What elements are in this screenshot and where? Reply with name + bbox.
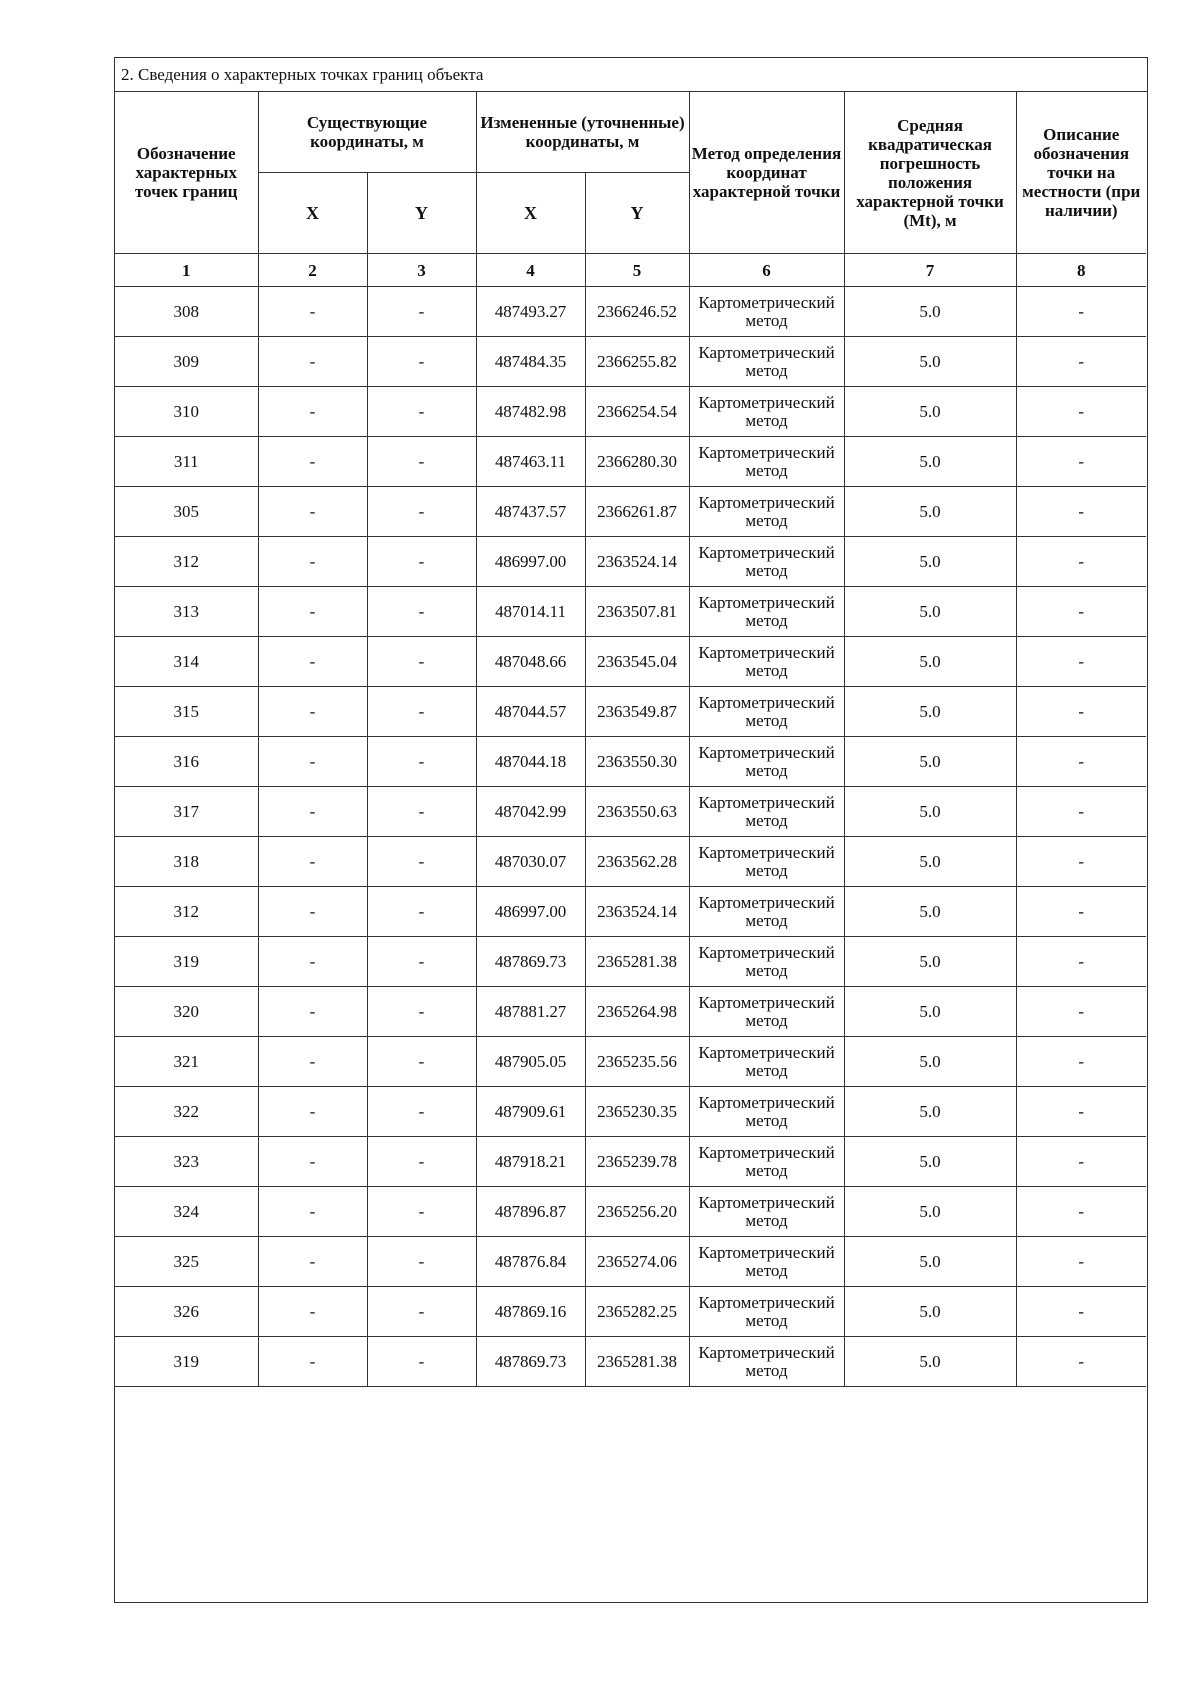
document-frame — [114, 57, 1148, 1603]
column-number: 8 — [1016, 254, 1146, 287]
existing-y-cell: - — [367, 887, 476, 937]
changed-y-cell: 2366246.52 — [585, 287, 689, 337]
description-cell: - — [1016, 1037, 1146, 1087]
existing-y-cell: - — [367, 587, 476, 637]
changed-y-cell: 2363549.87 — [585, 687, 689, 737]
column-number: 6 — [689, 254, 844, 287]
method-cell: Картометрический метод — [689, 937, 844, 987]
error-cell: 5.0 — [844, 1187, 1016, 1237]
error-cell: 5.0 — [844, 787, 1016, 837]
method-cell: Картометрический метод — [689, 737, 844, 787]
column-number: 7 — [844, 254, 1016, 287]
point-id-cell: 315 — [115, 687, 258, 737]
changed-y-cell: 2365264.98 — [585, 987, 689, 1037]
error-cell: 5.0 — [844, 937, 1016, 987]
table-row — [115, 1237, 1146, 1287]
description-cell: - — [1016, 1137, 1146, 1187]
changed-x-cell: 486997.00 — [476, 887, 585, 937]
point-id-cell: 309 — [115, 337, 258, 387]
point-id-cell: 312 — [115, 887, 258, 937]
table-row — [115, 887, 1146, 937]
changed-y-cell: 2365230.35 — [585, 1087, 689, 1137]
changed-x-cell: 487044.18 — [476, 737, 585, 787]
changed-x-cell: 487918.21 — [476, 1137, 585, 1187]
changed-y-cell: 2363545.04 — [585, 637, 689, 687]
changed-y-cell: 2365282.25 — [585, 1287, 689, 1337]
error-cell: 5.0 — [844, 1037, 1016, 1087]
description-cell: - — [1016, 1187, 1146, 1237]
point-id-cell: 321 — [115, 1037, 258, 1087]
method-cell: Картометрический метод — [689, 837, 844, 887]
changed-x-cell: 487869.73 — [476, 937, 585, 987]
point-id-cell: 322 — [115, 1087, 258, 1137]
header-existing-y: Y — [367, 173, 476, 254]
table-row — [115, 1137, 1146, 1187]
method-cell: Картометрический метод — [689, 1037, 844, 1087]
existing-x-cell: - — [258, 787, 367, 837]
header-changed-y: Y — [585, 173, 689, 254]
existing-y-cell: - — [367, 387, 476, 437]
table-row — [115, 1187, 1146, 1237]
existing-x-cell: - — [258, 437, 367, 487]
existing-x-cell: - — [258, 537, 367, 587]
table-row — [115, 737, 1146, 787]
description-cell: - — [1016, 687, 1146, 737]
header-existing-coords: Существующие координаты, м — [258, 92, 476, 173]
table-row — [115, 687, 1146, 737]
existing-x-cell: - — [258, 987, 367, 1037]
existing-y-cell: - — [367, 287, 476, 337]
error-cell: 5.0 — [844, 537, 1016, 587]
error-cell: 5.0 — [844, 1137, 1016, 1187]
table-row — [115, 287, 1146, 337]
point-id-cell: 317 — [115, 787, 258, 837]
table-row — [115, 1087, 1146, 1137]
point-id-cell: 325 — [115, 1237, 258, 1287]
changed-x-cell: 487876.84 — [476, 1237, 585, 1287]
boundary-points-table — [115, 92, 1146, 1387]
error-cell: 5.0 — [844, 1237, 1016, 1287]
existing-x-cell: - — [258, 737, 367, 787]
table-row — [115, 1287, 1146, 1337]
point-id-cell: 305 — [115, 487, 258, 537]
existing-y-cell: - — [367, 937, 476, 987]
changed-y-cell: 2365235.56 — [585, 1037, 689, 1087]
header-description: Описание обозначения точки на местности (при наличии) — [1016, 92, 1146, 254]
description-cell: - — [1016, 487, 1146, 537]
table-row — [115, 1037, 1146, 1087]
table-row — [115, 987, 1146, 1037]
existing-x-cell: - — [258, 1137, 367, 1187]
point-id-cell: 324 — [115, 1187, 258, 1237]
description-cell: - — [1016, 387, 1146, 437]
column-number: 4 — [476, 254, 585, 287]
table-row — [115, 537, 1146, 587]
header-changed-coords: Измененные (уточненные) координаты, м — [476, 92, 689, 173]
description-cell: - — [1016, 287, 1146, 337]
existing-x-cell: - — [258, 1087, 367, 1137]
existing-y-cell: - — [367, 837, 476, 887]
changed-y-cell: 2363507.81 — [585, 587, 689, 637]
description-cell: - — [1016, 437, 1146, 487]
changed-y-cell: 2366254.54 — [585, 387, 689, 437]
point-id-cell: 323 — [115, 1137, 258, 1187]
existing-x-cell: - — [258, 687, 367, 737]
existing-x-cell: - — [258, 587, 367, 637]
description-cell: - — [1016, 987, 1146, 1037]
description-cell: - — [1016, 1337, 1146, 1387]
existing-x-cell: - — [258, 1287, 367, 1337]
method-cell: Картометрический метод — [689, 437, 844, 487]
changed-y-cell: 2363524.14 — [585, 887, 689, 937]
table-row — [115, 837, 1146, 887]
table-row — [115, 937, 1146, 987]
existing-x-cell: - — [258, 637, 367, 687]
changed-x-cell: 487493.27 — [476, 287, 585, 337]
table-row — [115, 437, 1146, 487]
error-cell: 5.0 — [844, 887, 1016, 937]
error-cell: 5.0 — [844, 987, 1016, 1037]
point-id-cell: 319 — [115, 1337, 258, 1387]
point-id-cell: 326 — [115, 1287, 258, 1337]
changed-y-cell: 2363562.28 — [585, 837, 689, 887]
method-cell: Картометрический метод — [689, 587, 844, 637]
existing-x-cell: - — [258, 837, 367, 887]
error-cell: 5.0 — [844, 337, 1016, 387]
section-title: 2. Сведения о характерных точках границ объекта — [115, 58, 1147, 92]
method-cell: Картометрический метод — [689, 1237, 844, 1287]
table-body — [115, 287, 1146, 1387]
method-cell: Картометрический метод — [689, 1187, 844, 1237]
changed-y-cell: 2366261.87 — [585, 487, 689, 537]
existing-x-cell: - — [258, 1337, 367, 1387]
method-cell: Картометрический метод — [689, 1287, 844, 1337]
column-number: 2 — [258, 254, 367, 287]
method-cell: Картометрический метод — [689, 337, 844, 387]
changed-x-cell: 487909.61 — [476, 1087, 585, 1137]
method-cell: Картометрический метод — [689, 287, 844, 337]
method-cell: Картометрический метод — [689, 687, 844, 737]
header-method: Метод определения координат характерной точки — [689, 92, 844, 254]
existing-x-cell: - — [258, 1187, 367, 1237]
existing-x-cell: - — [258, 1237, 367, 1287]
description-cell: - — [1016, 537, 1146, 587]
method-cell: Картометрический метод — [689, 1337, 844, 1387]
table-row — [115, 387, 1146, 437]
point-id-cell: 308 — [115, 287, 258, 337]
existing-x-cell: - — [258, 287, 367, 337]
changed-x-cell: 487014.11 — [476, 587, 585, 637]
existing-y-cell: - — [367, 487, 476, 537]
existing-y-cell: - — [367, 737, 476, 787]
changed-y-cell: 2365281.38 — [585, 1337, 689, 1387]
header-designation: Обозначение характерных точек границ — [115, 92, 258, 254]
table-row — [115, 337, 1146, 387]
changed-x-cell: 486997.00 — [476, 537, 585, 587]
existing-y-cell: - — [367, 637, 476, 687]
changed-x-cell: 487048.66 — [476, 637, 585, 687]
error-cell: 5.0 — [844, 487, 1016, 537]
description-cell: - — [1016, 1287, 1146, 1337]
error-cell: 5.0 — [844, 1087, 1016, 1137]
existing-y-cell: - — [367, 1087, 476, 1137]
changed-y-cell: 2365281.38 — [585, 937, 689, 987]
changed-y-cell: 2366255.82 — [585, 337, 689, 387]
changed-x-cell: 487482.98 — [476, 387, 585, 437]
existing-y-cell: - — [367, 1287, 476, 1337]
existing-y-cell: - — [367, 987, 476, 1037]
existing-x-cell: - — [258, 387, 367, 437]
description-cell: - — [1016, 887, 1146, 937]
changed-x-cell: 487044.57 — [476, 687, 585, 737]
changed-y-cell: 2365239.78 — [585, 1137, 689, 1187]
column-number: 5 — [585, 254, 689, 287]
method-cell: Картометрический метод — [689, 387, 844, 437]
existing-x-cell: - — [258, 1037, 367, 1087]
table-row — [115, 487, 1146, 537]
changed-x-cell: 487463.11 — [476, 437, 585, 487]
table-row — [115, 1337, 1146, 1387]
method-cell: Картометрический метод — [689, 1087, 844, 1137]
changed-x-cell: 487881.27 — [476, 987, 585, 1037]
description-cell: - — [1016, 1237, 1146, 1287]
description-cell: - — [1016, 1087, 1146, 1137]
changed-y-cell: 2363550.30 — [585, 737, 689, 787]
error-cell: 5.0 — [844, 287, 1016, 337]
method-cell: Картометрический метод — [689, 887, 844, 937]
method-cell: Картометрический метод — [689, 487, 844, 537]
point-id-cell: 311 — [115, 437, 258, 487]
existing-x-cell: - — [258, 337, 367, 387]
description-cell: - — [1016, 787, 1146, 837]
changed-x-cell: 487896.87 — [476, 1187, 585, 1237]
changed-x-cell: 487869.16 — [476, 1287, 585, 1337]
description-cell: - — [1016, 637, 1146, 687]
description-cell: - — [1016, 837, 1146, 887]
column-number: 1 — [115, 254, 258, 287]
error-cell: 5.0 — [844, 1337, 1016, 1387]
error-cell: 5.0 — [844, 1287, 1016, 1337]
existing-y-cell: - — [367, 437, 476, 487]
changed-x-cell: 487484.35 — [476, 337, 585, 387]
existing-x-cell: - — [258, 487, 367, 537]
changed-x-cell: 487042.99 — [476, 787, 585, 837]
changed-x-cell: 487030.07 — [476, 837, 585, 887]
table-row — [115, 637, 1146, 687]
method-cell: Картометрический метод — [689, 987, 844, 1037]
header-existing-x: X — [258, 173, 367, 254]
changed-x-cell: 487869.73 — [476, 1337, 585, 1387]
changed-y-cell: 2363524.14 — [585, 537, 689, 587]
error-cell: 5.0 — [844, 437, 1016, 487]
header-error: Средняя квадратическая погрешность положения характерной точки (Mt), м — [844, 92, 1016, 254]
changed-y-cell: 2365274.06 — [585, 1237, 689, 1287]
method-cell: Картометрический метод — [689, 1137, 844, 1187]
table-row — [115, 587, 1146, 637]
changed-y-cell: 2365256.20 — [585, 1187, 689, 1237]
changed-x-cell: 487437.57 — [476, 487, 585, 537]
description-cell: - — [1016, 587, 1146, 637]
method-cell: Картометрический метод — [689, 637, 844, 687]
description-cell: - — [1016, 337, 1146, 387]
point-id-cell: 318 — [115, 837, 258, 887]
table-row — [115, 787, 1146, 837]
column-number-row — [115, 254, 1146, 287]
point-id-cell: 310 — [115, 387, 258, 437]
error-cell: 5.0 — [844, 637, 1016, 687]
error-cell: 5.0 — [844, 737, 1016, 787]
existing-y-cell: - — [367, 1137, 476, 1187]
existing-x-cell: - — [258, 937, 367, 987]
point-id-cell: 314 — [115, 637, 258, 687]
point-id-cell: 312 — [115, 537, 258, 587]
error-cell: 5.0 — [844, 687, 1016, 737]
point-id-cell: 320 — [115, 987, 258, 1037]
description-cell: - — [1016, 737, 1146, 787]
existing-y-cell: - — [367, 537, 476, 587]
changed-x-cell: 487905.05 — [476, 1037, 585, 1087]
description-cell: - — [1016, 937, 1146, 987]
changed-y-cell: 2366280.30 — [585, 437, 689, 487]
point-id-cell: 313 — [115, 587, 258, 637]
method-cell: Картометрический метод — [689, 787, 844, 837]
error-cell: 5.0 — [844, 387, 1016, 437]
header-changed-x: X — [476, 173, 585, 254]
error-cell: 5.0 — [844, 837, 1016, 887]
existing-x-cell: - — [258, 887, 367, 937]
existing-y-cell: - — [367, 687, 476, 737]
point-id-cell: 316 — [115, 737, 258, 787]
existing-y-cell: - — [367, 337, 476, 387]
existing-y-cell: - — [367, 787, 476, 837]
existing-y-cell: - — [367, 1237, 476, 1287]
existing-y-cell: - — [367, 1187, 476, 1237]
existing-y-cell: - — [367, 1337, 476, 1387]
method-cell: Картометрический метод — [689, 537, 844, 587]
column-number: 3 — [367, 254, 476, 287]
error-cell: 5.0 — [844, 587, 1016, 637]
existing-y-cell: - — [367, 1037, 476, 1087]
changed-y-cell: 2363550.63 — [585, 787, 689, 837]
point-id-cell: 319 — [115, 937, 258, 987]
